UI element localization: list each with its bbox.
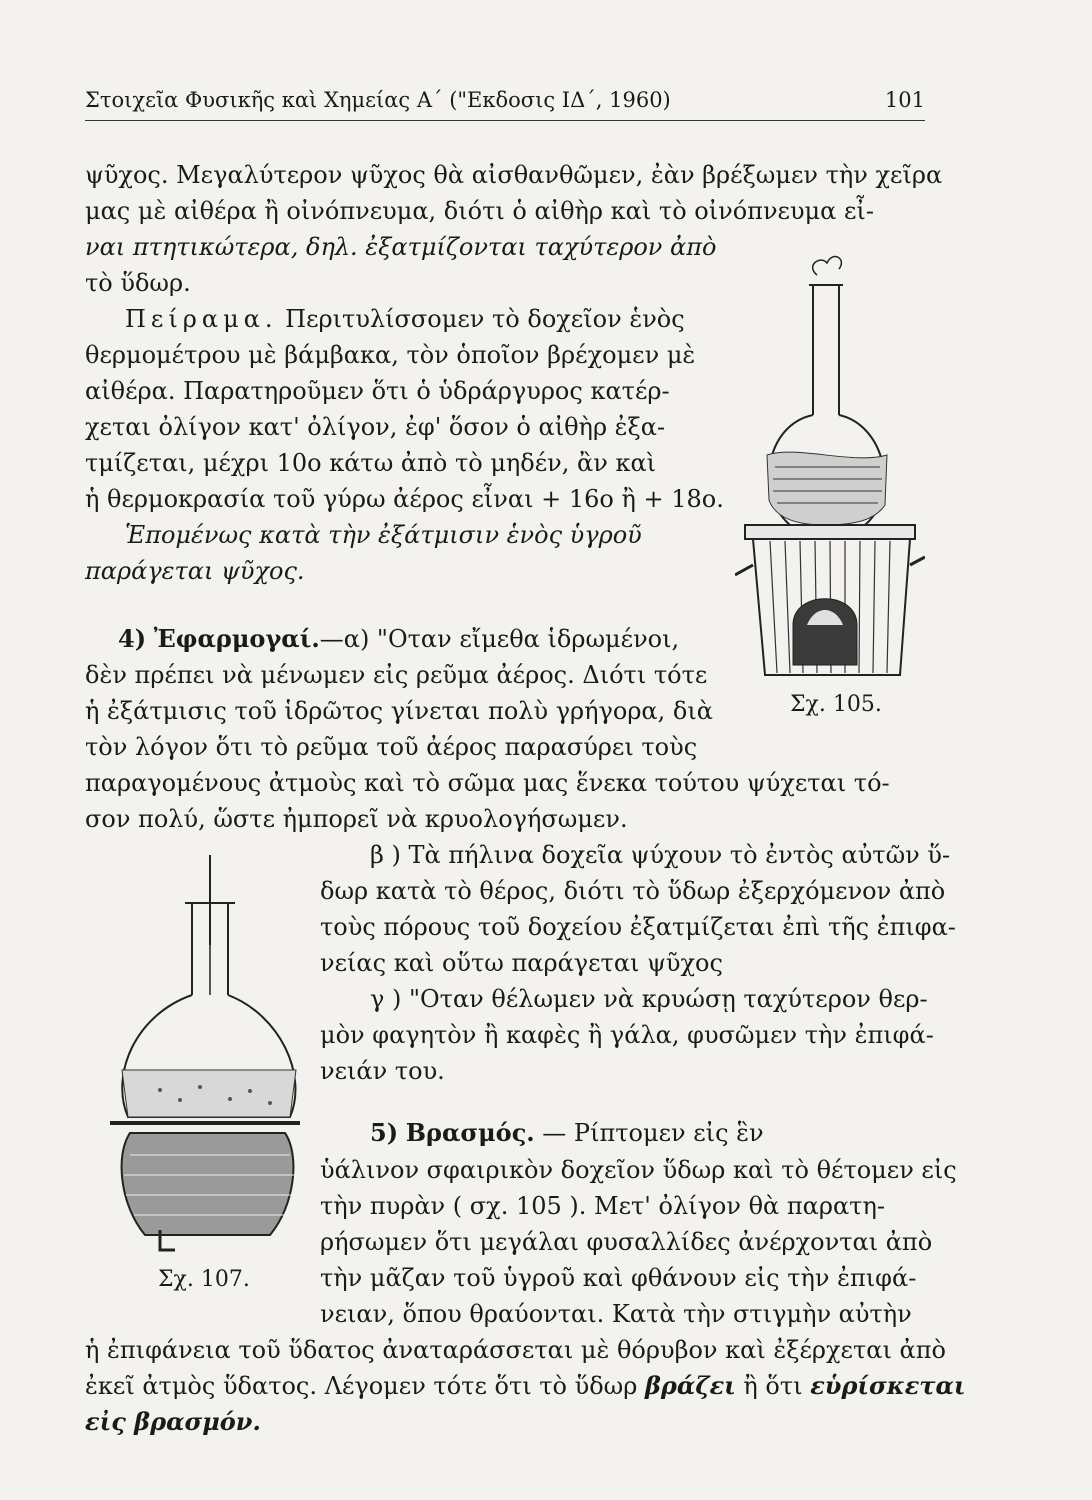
text-line: ψῦχος. Μεγαλύτερον ψῦχος θὰ αἰσθανθῶμεν, ἐὰν βρέξωμεν τὴν χεῖρα [85,161,943,189]
text-line: δὲν πρέπει νὰ μένωμεν εἰς ρεῦμα ἀέρος. Διότι τότε [85,661,708,689]
section-heading: Ἐφαρμογαί. [153,624,320,653]
section-5-line [370,1118,764,1148]
figure-107-caption: Σχ. 107. [158,1267,250,1292]
text-line: ἡ θερμοκρασία τοῦ γύρω ἀέρος εἶναι + 16ο ἢ + 18ο. [85,485,724,513]
header-title: Στοιχεῖα Φυσικῆς καὶ Χημείας Α΄ ("Εκδοσις ΙΔ΄, 1960) [85,88,671,112]
text-line: μας μὲ αἰθέρα ἢ οἰνόπνευμα, διότι ὁ αἰθὴρ καὶ τὸ οἰνόπνευμα εἶ- [85,197,874,225]
section-heading: Βρασμός. [405,1118,535,1147]
text-line: σον πολύ, ὥστε ἠμπορεῖ νὰ κρυολογήσωμεν. [85,805,628,833]
figure-105-caption: Σχ. 105. [790,692,882,717]
section-number: 5) [370,1118,399,1147]
text-line: γ ) "Οταν θέλωμεν νὰ κρυώσῃ ταχύτερον θερ- [370,985,928,1013]
text-line: αἰθέρα. Παρατηροῦμεν ὅτι ὁ ὑδράργυρος κατέρ- [85,377,670,405]
text-line: δωρ κατὰ τὸ θέρος, διότι τὸ ὕδωρ ἐξερχόμενον ἀπὸ [320,877,946,905]
text-line: νείας καὶ οὕτω παράγεται ψῦχος [320,949,723,977]
section-number: 4) [118,624,147,653]
text-line: ρήσωμεν ὅτι μεγάλαι φυσαλλίδες ἀνέρχονται ἀπὸ [320,1228,933,1256]
text-line: τὸ ὕδωρ. [85,269,191,297]
text-line: τὴν μᾶζαν τοῦ ὑγροῦ καὶ φθάνουν εἰς τὴν ἐπιφά- [320,1264,917,1292]
text-line: ἡ ἐξάτμισις τοῦ ἱδρῶτος γίνεται πολὺ γρήγορα, διὰ [85,697,713,725]
text-line: χεται ὀλίγον κατ' ὀλίγον, ἐφ' ὅσον ὁ αἰθὴρ ἐξα- [85,413,666,441]
text-line: νειάν του. [320,1057,445,1085]
text-line: ὑάλινον σφαιρικὸν δοχεῖον ὕδωρ καὶ τὸ θέτομεν εἰς [320,1156,957,1184]
text-line [85,1371,966,1401]
text-line: — Ρίπτομεν εἰς ἓν [542,1119,764,1147]
emphasis-is: εὑρίσκεται [810,1371,966,1400]
text-line: τὴν πυρὰν ( σχ. 105 ). Μετ' ὀλίγον θὰ παρατη- [320,1192,885,1220]
text-line: Ἑπομένως κατὰ τὴν ἐξάτμισιν ἑνὸς ὑγροῦ [125,521,642,549]
text-line: β ) Τὰ πήλινα δοχεῖα ψύχουν τὸ ἐντὸς αὐτῶν ὕ- [370,841,951,869]
experiment-label: Πείραμα. [125,305,278,333]
text-line: μὸν φαγητὸν ἢ καφὲς ἢ γάλα, φυσῶμεν τὴν ἐπιφά- [320,1021,934,1049]
emphasis-boils: βράζει [644,1371,736,1400]
figure-105-boiling-flask [735,245,925,685]
text-segment: ἢ ὅτι [743,1372,803,1400]
text-line: ἡ ἐπιφάνεια τοῦ ὕδατος ἀναταράσσεται μὲ θόρυβον καὶ ἐξέρχεται ἀπὸ [85,1336,946,1364]
text-line: ναι πτητικώτερα, δηλ. ἐξατμίζονται ταχύτερον ἀπὸ [85,233,717,261]
figure-107-flask [100,855,310,1255]
page-number: 101 [884,88,925,112]
text-line: τοὺς πόρους τοῦ δοχείου ἐξατμίζεται ἐπὶ τῆς ἐπιφα- [320,913,956,941]
text-line: νειαν, ὅπου θραύονται. Κατὰ τὴν στιγμὴν αὐτὴν [320,1300,912,1328]
emphasis-boiling: εἰς βρασμόν. [85,1407,261,1436]
text-line: παραγομένους ἀτμοὺς καὶ τὸ σῶμα μας ἕνεκα τούτου ψύχεται τό- [85,769,890,797]
text-line: τὸν λόγον ὅτι τὸ ρεῦμα τοῦ ἀέρος παρασύρει τοὺς [85,733,698,761]
text-line: θερμομέτρου μὲ βάμβακα, τὸν ὁποῖον βρέχομεν μὲ [85,341,696,369]
text-segment: ἐκεῖ ἀτμὸς ὕδατος. Λέγομεν τότε ὅτι τὸ ὕδωρ [85,1372,638,1400]
text-line: παράγεται ψῦχος. [85,557,305,585]
experiment-line [125,304,685,334]
text-line: τμίζεται, μέχρι 10ο κάτω ἀπὸ τὸ μηδέν, ἂν καὶ [85,449,657,477]
text-line: Περιτυλίσσομεν τὸ δοχεῖον ἑνὸς [285,305,685,333]
running-header [85,88,925,121]
section-4-line [118,624,679,654]
text-line: —α) "Οταν εἴμεθα ἱδρωμένοι, [319,625,680,653]
